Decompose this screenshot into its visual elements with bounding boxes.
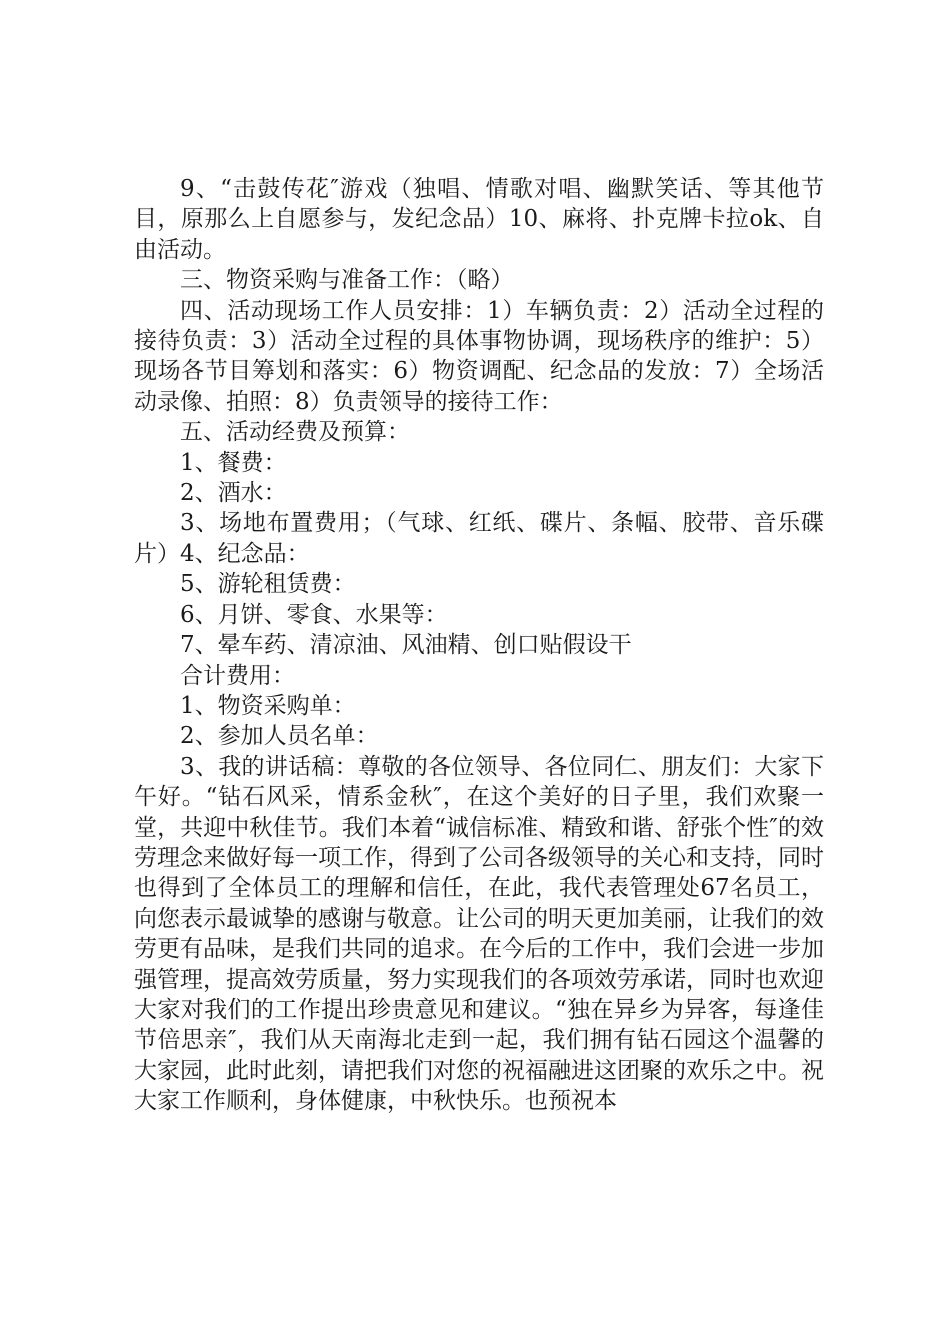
paragraph-budget-venue: 3、场地布置费用；（气球、红纸、碟片、条幅、胶带、音乐碟片）4、纪念品： <box>134 510 824 567</box>
paragraph-purchase-list: 1、物资采购单： <box>180 692 356 719</box>
paragraph-section-4-staffing: 四、活动现场工作人员安排：1）车辆负责：2）活动全过程的接待负责：3）活动全过程的具体事物协调，现场秩序的维护：5）现场各节目筹划和落实：6）物资调配、纪念品的发放：7）全场活动录像、拍照：8）负责领导的接待工作： <box>134 297 824 415</box>
paragraph-attendee-list: 2、参加人员名单： <box>180 723 379 750</box>
paragraph-section-3-materials: 三、物资采购与准备工作：（略） <box>180 267 514 294</box>
paragraph-budget-cruise: 5、游轮租赁费： <box>180 571 356 598</box>
paragraph-budget-meals: 1、餐费： <box>180 449 287 476</box>
paragraph-speech: 3、我的讲话稿：尊敬的各位领导、各位同仁、朋友们：大家下午好。“钻石风采，情系金秋″，在这个美好的日子里，我们欢聚一堂，共迎中秋佳节。我们本着“诚信标准、精致和谐、舒张个性″的效劳理念来做好每一项工作，得到了公司各级领导的关心和支持，同时也得到了全体员工的理解和信任，在此，我代表管理处67名员工，向您表示最诚挚的感谢与敬意。让公司的明天更加美丽，让我们的效劳更有品味，是我们共同的追求。在今后的工作中，我们会进一步加强管理，提高效劳质量，努力实现我们的各项效劳承诺，同时也欢迎大家对我们的工作提出珍贵意见和建议。“独在异乡为异客，每逢佳节倍思亲″，我们从天南海北走到一起，我们拥有钻石园这个温馨的大家园，此时此刻，请把我们对您的祝福融进这团聚的欢乐之中。祝大家工作顺利，身体健康，中秋快乐。也预祝本 <box>134 753 824 1115</box>
paragraph-section-5-budget: 五、活动经费及预算： <box>180 419 410 446</box>
paragraph-total-cost: 合计费用： <box>180 662 295 689</box>
paragraph-budget-food: 6、月饼、零食、水果等： <box>180 601 448 628</box>
paragraph-budget-medicine: 7、晕车药、清凉油、风油精、创口贴假设干 <box>180 632 632 659</box>
paragraph-item-9-entertainment: 9、“击鼓传花″游戏（独唱、情歌对唱、幽默笑话、等其他节目，原那么上自愿参与，发纪念品）10、麻将、扑克牌卡拉ok、自由活动。 <box>134 176 824 263</box>
paragraph-budget-drinks: 2、酒水： <box>180 480 287 507</box>
document-body <box>134 174 824 1117</box>
